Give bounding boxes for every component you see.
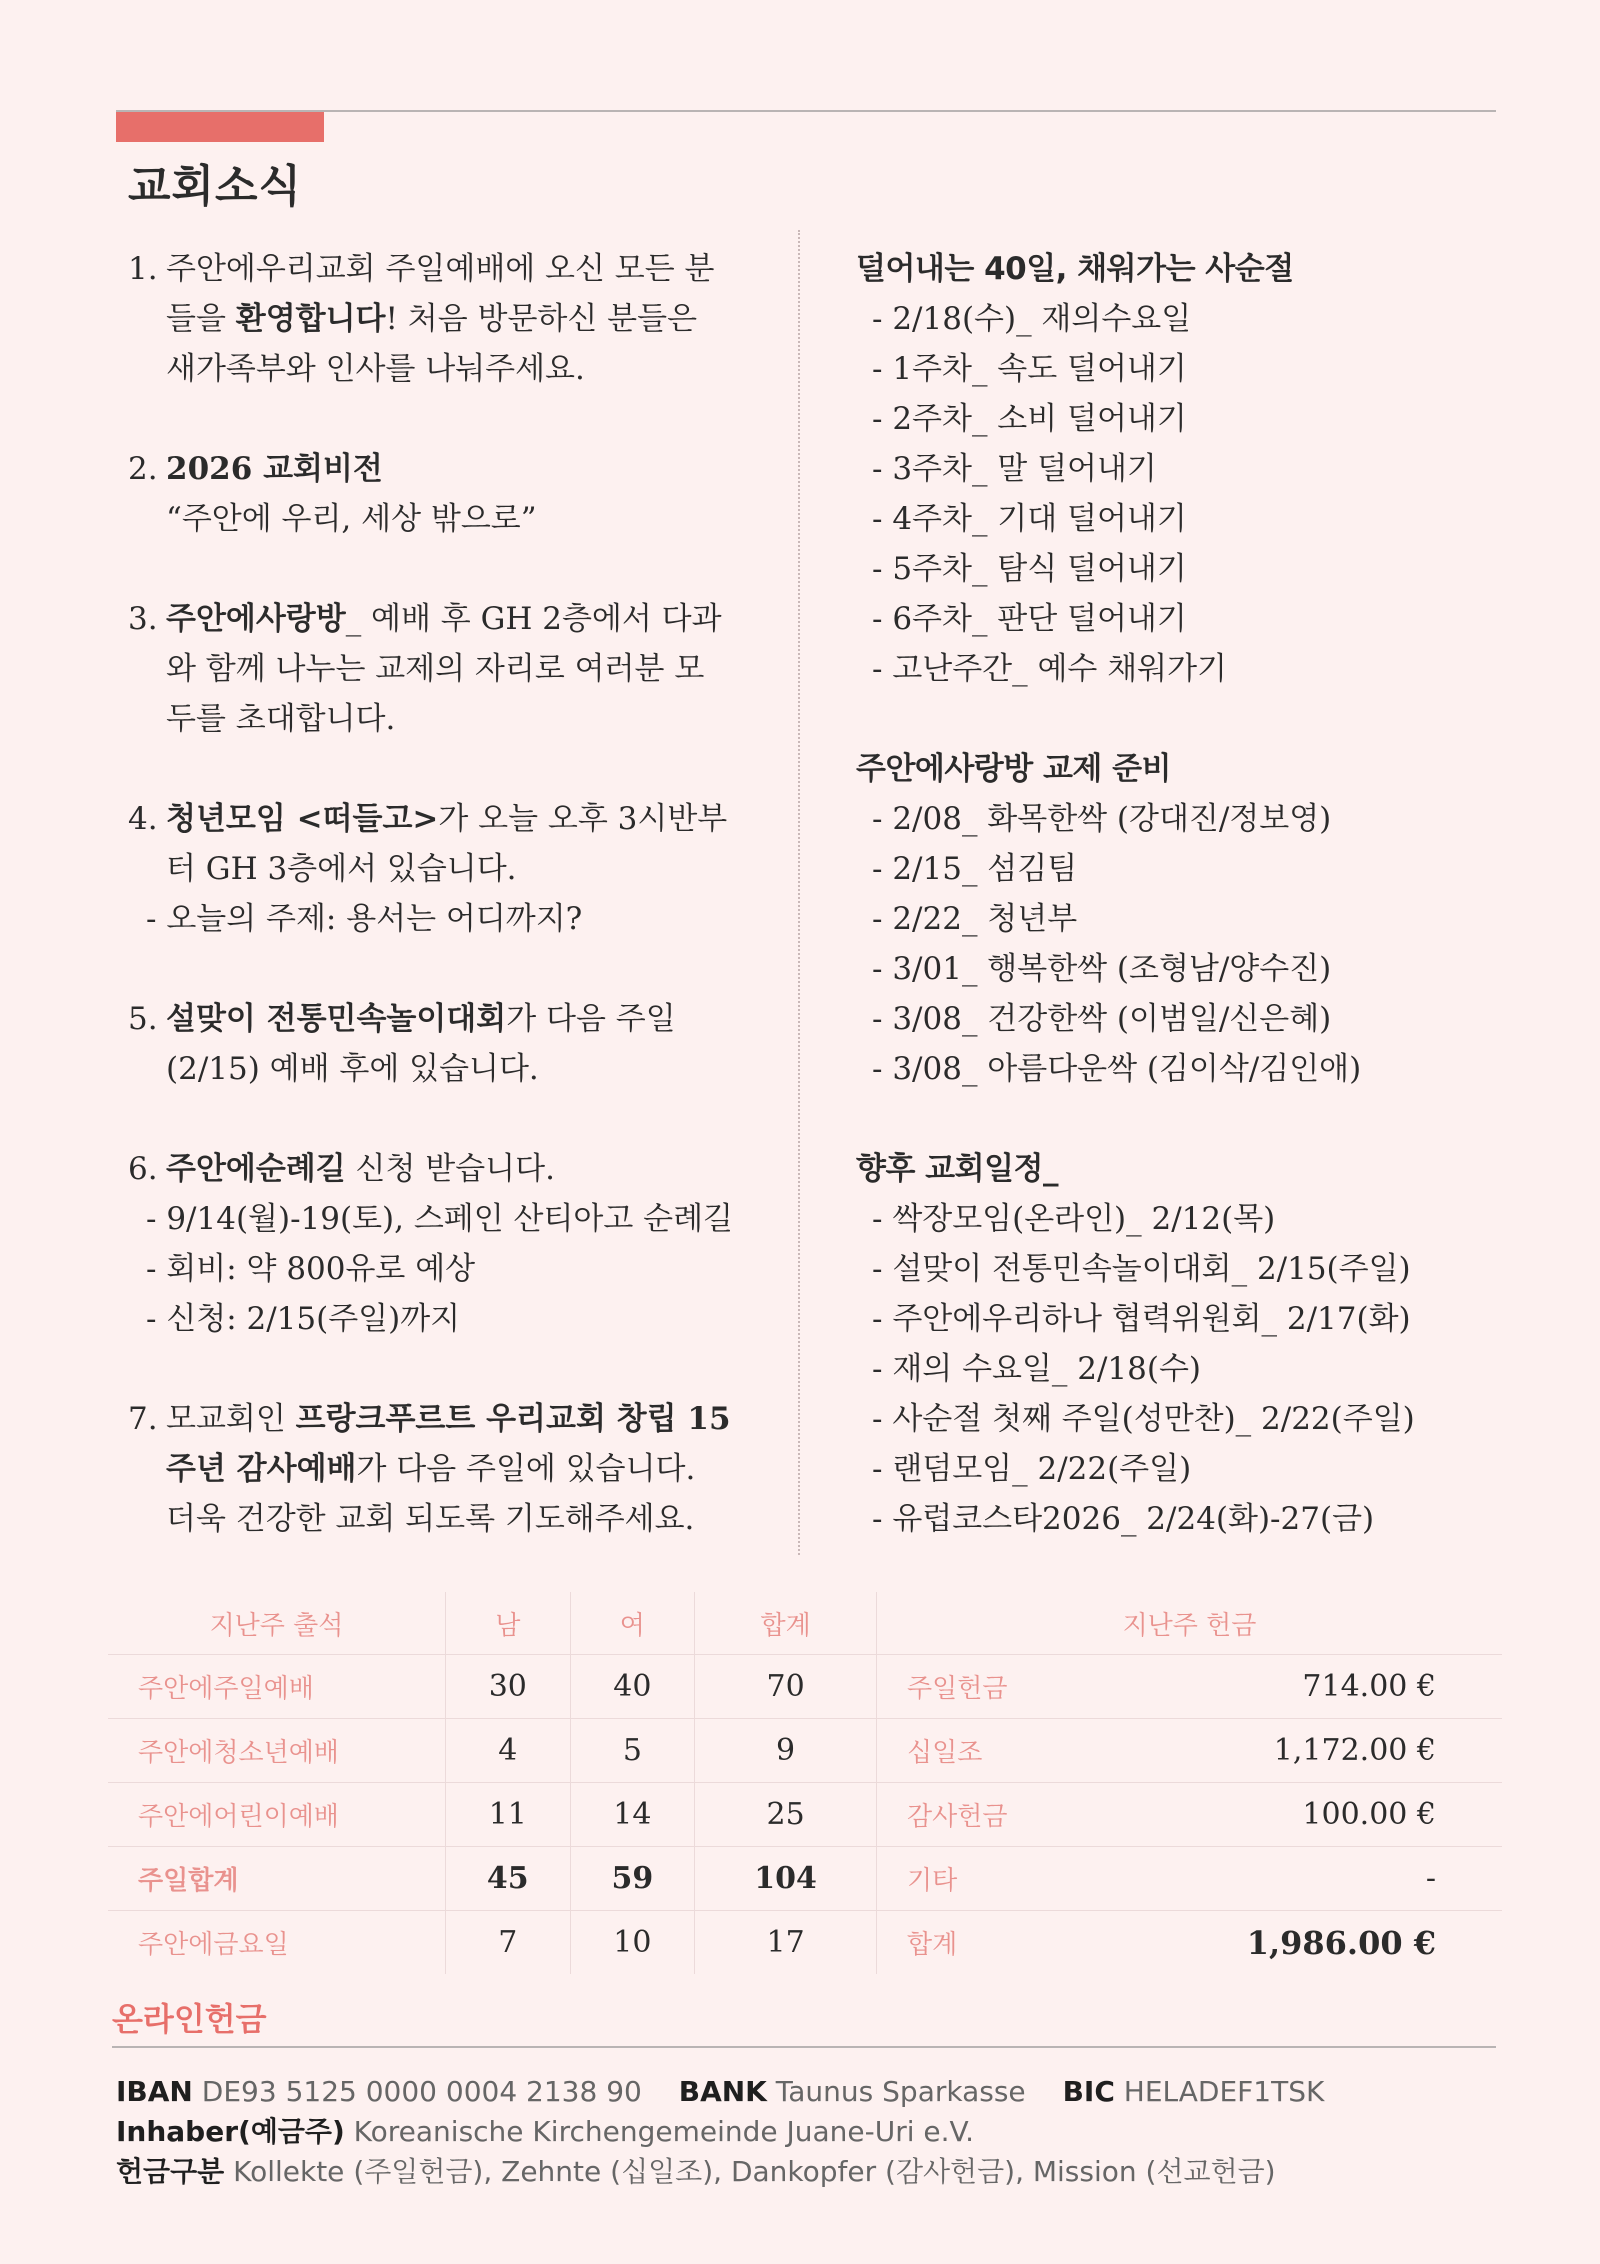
notice-7-line-2: 더욱 건강한 교회 되도록 기도해주세요. — [166, 1501, 695, 1537]
online-giving-title: 온라인헌금 — [112, 2000, 267, 2038]
notice-1-line-1: 주안에우리교회 주일예배에 오신 모든 분 — [166, 251, 715, 287]
row-label: 십일조 — [877, 1719, 1171, 1783]
list-item: - 고난주간_ 예수 채워가기 — [872, 651, 1227, 687]
fellowship-title: 주안에사랑방 교제 준비 — [856, 751, 1172, 787]
notice-4-line-1: 가 오늘 오후 3시반부 — [438, 801, 728, 837]
list-item: - 3주차_ 말 덜어내기 — [872, 451, 1157, 487]
list-item: - 2/22_ 청년부 — [872, 901, 1078, 937]
notice-2-title: 2026 교회비전 — [166, 451, 383, 487]
table-header-row — [877, 1592, 1503, 1655]
cell: 4 — [446, 1719, 571, 1783]
notice-number: 7. — [128, 1401, 158, 1437]
list-item: - 2/18(수)_ 재의수요일 — [872, 301, 1192, 337]
lent-list — [856, 294, 1496, 694]
amount: 100.00 € — [1170, 1783, 1502, 1847]
bank-value: Taunus Sparkasse — [775, 2075, 1026, 2108]
attendance-table — [108, 1592, 876, 1974]
list-item: - 2주차_ 소비 덜어내기 — [872, 401, 1187, 437]
row-label: 합계 — [877, 1911, 1171, 1975]
holder-label: Inhaber(예금주) — [116, 2115, 345, 2148]
table-row — [108, 1719, 876, 1783]
cell: 17 — [695, 1911, 876, 1975]
notice-2 — [128, 444, 768, 544]
list-item: - 5주차_ 탐식 덜어내기 — [872, 551, 1187, 587]
bic-value: HELADEF1TSK — [1123, 2075, 1325, 2108]
amount: 1,172.00 € — [1170, 1719, 1502, 1783]
row-label: 감사헌금 — [877, 1783, 1171, 1847]
notice-4-topic: - 오늘의 주제: 용서는 어디까지? — [146, 901, 583, 937]
row-label: 주안에어린이예배 — [108, 1783, 446, 1847]
notice-3-line-2: 와 함께 나누는 교제의 자리로 여러분 모 — [166, 651, 705, 687]
lent-title: 덜어내는 40일, 채워가는 사순절 — [856, 251, 1294, 287]
list-item: - 재의 수요일_ 2/18(수) — [872, 1351, 1202, 1387]
notice-number: 1. — [128, 251, 158, 287]
notice-number: 2. — [128, 451, 158, 487]
notice-7 — [128, 1394, 768, 1544]
notice-6-detail: - 신청: 2/15(주일)까지 — [146, 1301, 461, 1337]
table-row — [877, 1719, 1503, 1783]
cell: 25 — [695, 1783, 876, 1847]
bank-label: BANK — [678, 2075, 767, 2108]
row-label: 주일헌금 — [877, 1655, 1171, 1719]
bank-info — [116, 2072, 1352, 2192]
table-row — [108, 1655, 876, 1719]
notice-6-detail: - 회비: 약 800유로 예상 — [146, 1251, 476, 1287]
schedule-title: 향후 교회일정_ — [856, 1151, 1058, 1187]
list-item: - 3/01_ 행복한싹 (조형남/양수진) — [872, 951, 1332, 987]
cell: 59 — [570, 1847, 695, 1911]
offering-header: 지난주 헌금 — [1122, 1610, 1257, 1641]
notice-5-title: 설맞이 전통민속놀이대회 — [166, 1001, 507, 1037]
cell: 11 — [446, 1783, 571, 1847]
table-header-row — [108, 1592, 876, 1655]
list-item: - 2/15_ 섬김팀 — [872, 851, 1078, 887]
notice-2-line: “주안에 우리, 세상 밖으로” — [166, 501, 537, 537]
fellowship-group — [856, 744, 1496, 1094]
schedule-group — [856, 1144, 1496, 1544]
notice-3-line-3: 두를 초대합니다. — [166, 701, 396, 737]
table-row — [108, 1911, 876, 1975]
cell: 70 — [695, 1655, 876, 1719]
list-item: - 유럽코스타2026_ 2/24(화)-27(금) — [872, 1501, 1375, 1537]
table-row-total — [877, 1911, 1503, 1975]
fellowship-list — [856, 794, 1496, 1094]
lent-group — [856, 244, 1496, 694]
attendance-header-total: 합계 — [695, 1592, 876, 1655]
notices-column — [128, 244, 768, 1594]
iban-label: IBAN — [116, 2075, 193, 2108]
cell: 7 — [446, 1911, 571, 1975]
cell: 5 — [570, 1719, 695, 1783]
cell: 10 — [570, 1911, 695, 1975]
notice-7-line-1: 가 다음 주일에 있습니다. — [356, 1451, 696, 1487]
notice-3 — [128, 594, 768, 744]
notice-7-title: 프랑크푸르트 우리교회 창립 15 — [295, 1401, 731, 1437]
notice-7-prefix: 모교회인 — [166, 1401, 296, 1437]
notice-4 — [128, 794, 768, 944]
cell: 104 — [695, 1847, 876, 1911]
row-label: 주안에주일예배 — [108, 1655, 446, 1719]
table-row — [877, 1783, 1503, 1847]
notice-6-title: 주안에순례길 — [166, 1151, 346, 1187]
row-label: 기타 — [877, 1847, 1171, 1911]
list-item: - 6주차_ 판단 덜어내기 — [872, 601, 1187, 637]
amount: 714.00 € — [1170, 1655, 1502, 1719]
notice-1-line-2 — [166, 294, 768, 344]
column-divider — [798, 230, 800, 1555]
cell: 14 — [570, 1783, 695, 1847]
purpose-label: 헌금구분 — [116, 2155, 225, 2188]
notice-4-title: 청년모임 <떠들고> — [166, 801, 439, 837]
offering-table — [876, 1592, 1502, 1974]
notice-5-line-1: 가 다음 주일 — [506, 1001, 676, 1037]
holder-value: Koreanische Kirchengemeinde Juane-Uri e.V. — [353, 2115, 975, 2148]
notice-5 — [128, 994, 768, 1094]
table-row — [877, 1847, 1503, 1911]
notice-1-line-3: 새가족부와 인사를 나눠주세요. — [166, 351, 585, 387]
holder-row — [116, 2112, 1352, 2152]
table-row — [877, 1655, 1503, 1719]
schedule-column — [856, 244, 1496, 1594]
attendance-header: 지난주 출석 — [209, 1610, 344, 1641]
list-item: - 4주차_ 기대 덜어내기 — [872, 501, 1187, 537]
notice-6-detail: - 9/14(월)-19(토), 스페인 산티아고 순례길 — [146, 1201, 734, 1237]
notice-4-line-2: 터 GH 3층에서 있습니다. — [166, 851, 517, 887]
notice-6-line-1: 신청 받습니다. — [345, 1151, 555, 1187]
list-item: - 싹장모임(온라인)_ 2/12(목) — [872, 1201, 1276, 1237]
amount: - — [1170, 1847, 1502, 1911]
notice-number: 6. — [128, 1151, 158, 1187]
list-item: - 1주차_ 속도 덜어내기 — [872, 351, 1187, 387]
attendance-header-male: 남 — [446, 1592, 571, 1655]
list-item: - 랜덤모임_ 2/22(주일) — [872, 1451, 1192, 1487]
online-giving-rule — [112, 2046, 1496, 2048]
row-label: 주일합계 — [108, 1847, 446, 1911]
schedule-list — [856, 1194, 1496, 1544]
notice-1-line-2-text: 들을 환영합니다! 처음 방문하신 분들은 — [166, 301, 698, 337]
attendance-header-female: 여 — [570, 1592, 695, 1655]
bank-row — [116, 2072, 1352, 2112]
list-item: - 3/08_ 아름다운싹 (김이삭/김인애) — [872, 1051, 1362, 1087]
bic-label: BIC — [1062, 2075, 1115, 2108]
section-title: 교회소식 — [128, 161, 303, 212]
cell: 9 — [695, 1719, 876, 1783]
list-item: - 3/08_ 건강한싹 (이범일/신은혜) — [872, 1001, 1332, 1037]
notice-5-line-2: (2/15) 예배 후에 있습니다. — [166, 1051, 539, 1087]
notice-1 — [128, 244, 768, 394]
cell: 40 — [570, 1655, 695, 1719]
purpose-row — [116, 2152, 1352, 2192]
notice-3-title: 주안에사랑방 — [166, 601, 346, 637]
table-row — [108, 1783, 876, 1847]
notice-number: 3. — [128, 601, 158, 637]
notice-1-emphasis: 환영합니다 — [235, 301, 386, 337]
cell: 30 — [446, 1655, 571, 1719]
table-row-total — [108, 1847, 876, 1911]
notice-3-line-1: _ 예배 후 GH 2층에서 다과 — [345, 601, 722, 637]
accent-bar — [116, 112, 324, 142]
notice-7-title-2: 주년 감사예배 — [166, 1451, 357, 1487]
row-label: 주안에금요일 — [108, 1911, 446, 1975]
list-item: - 설맞이 전통민속놀이대회_ 2/15(주일) — [872, 1251, 1411, 1287]
purpose-value: Kollekte (주일헌금), Zehnte (십일조), Dankopfer (감사헌금), Mission (선교헌금) — [233, 2155, 1276, 2188]
list-item: - 2/08_ 화목한싹 (강대진/정보영) — [872, 801, 1332, 837]
notice-6 — [128, 1144, 768, 1344]
amount-total: 1,986.00 € — [1170, 1911, 1502, 1975]
row-label: 주안에청소년예배 — [108, 1719, 446, 1783]
cell: 45 — [446, 1847, 571, 1911]
notice-number: 4. — [128, 801, 158, 837]
notice-number: 5. — [128, 1001, 158, 1037]
list-item: - 사순절 첫째 주일(성만찬)_ 2/22(주일) — [872, 1401, 1415, 1437]
list-item: - 주안에우리하나 협력위원회_ 2/17(화) — [872, 1301, 1411, 1337]
iban-value: DE93 5125 0000 0004 2138 90 — [201, 2075, 642, 2108]
